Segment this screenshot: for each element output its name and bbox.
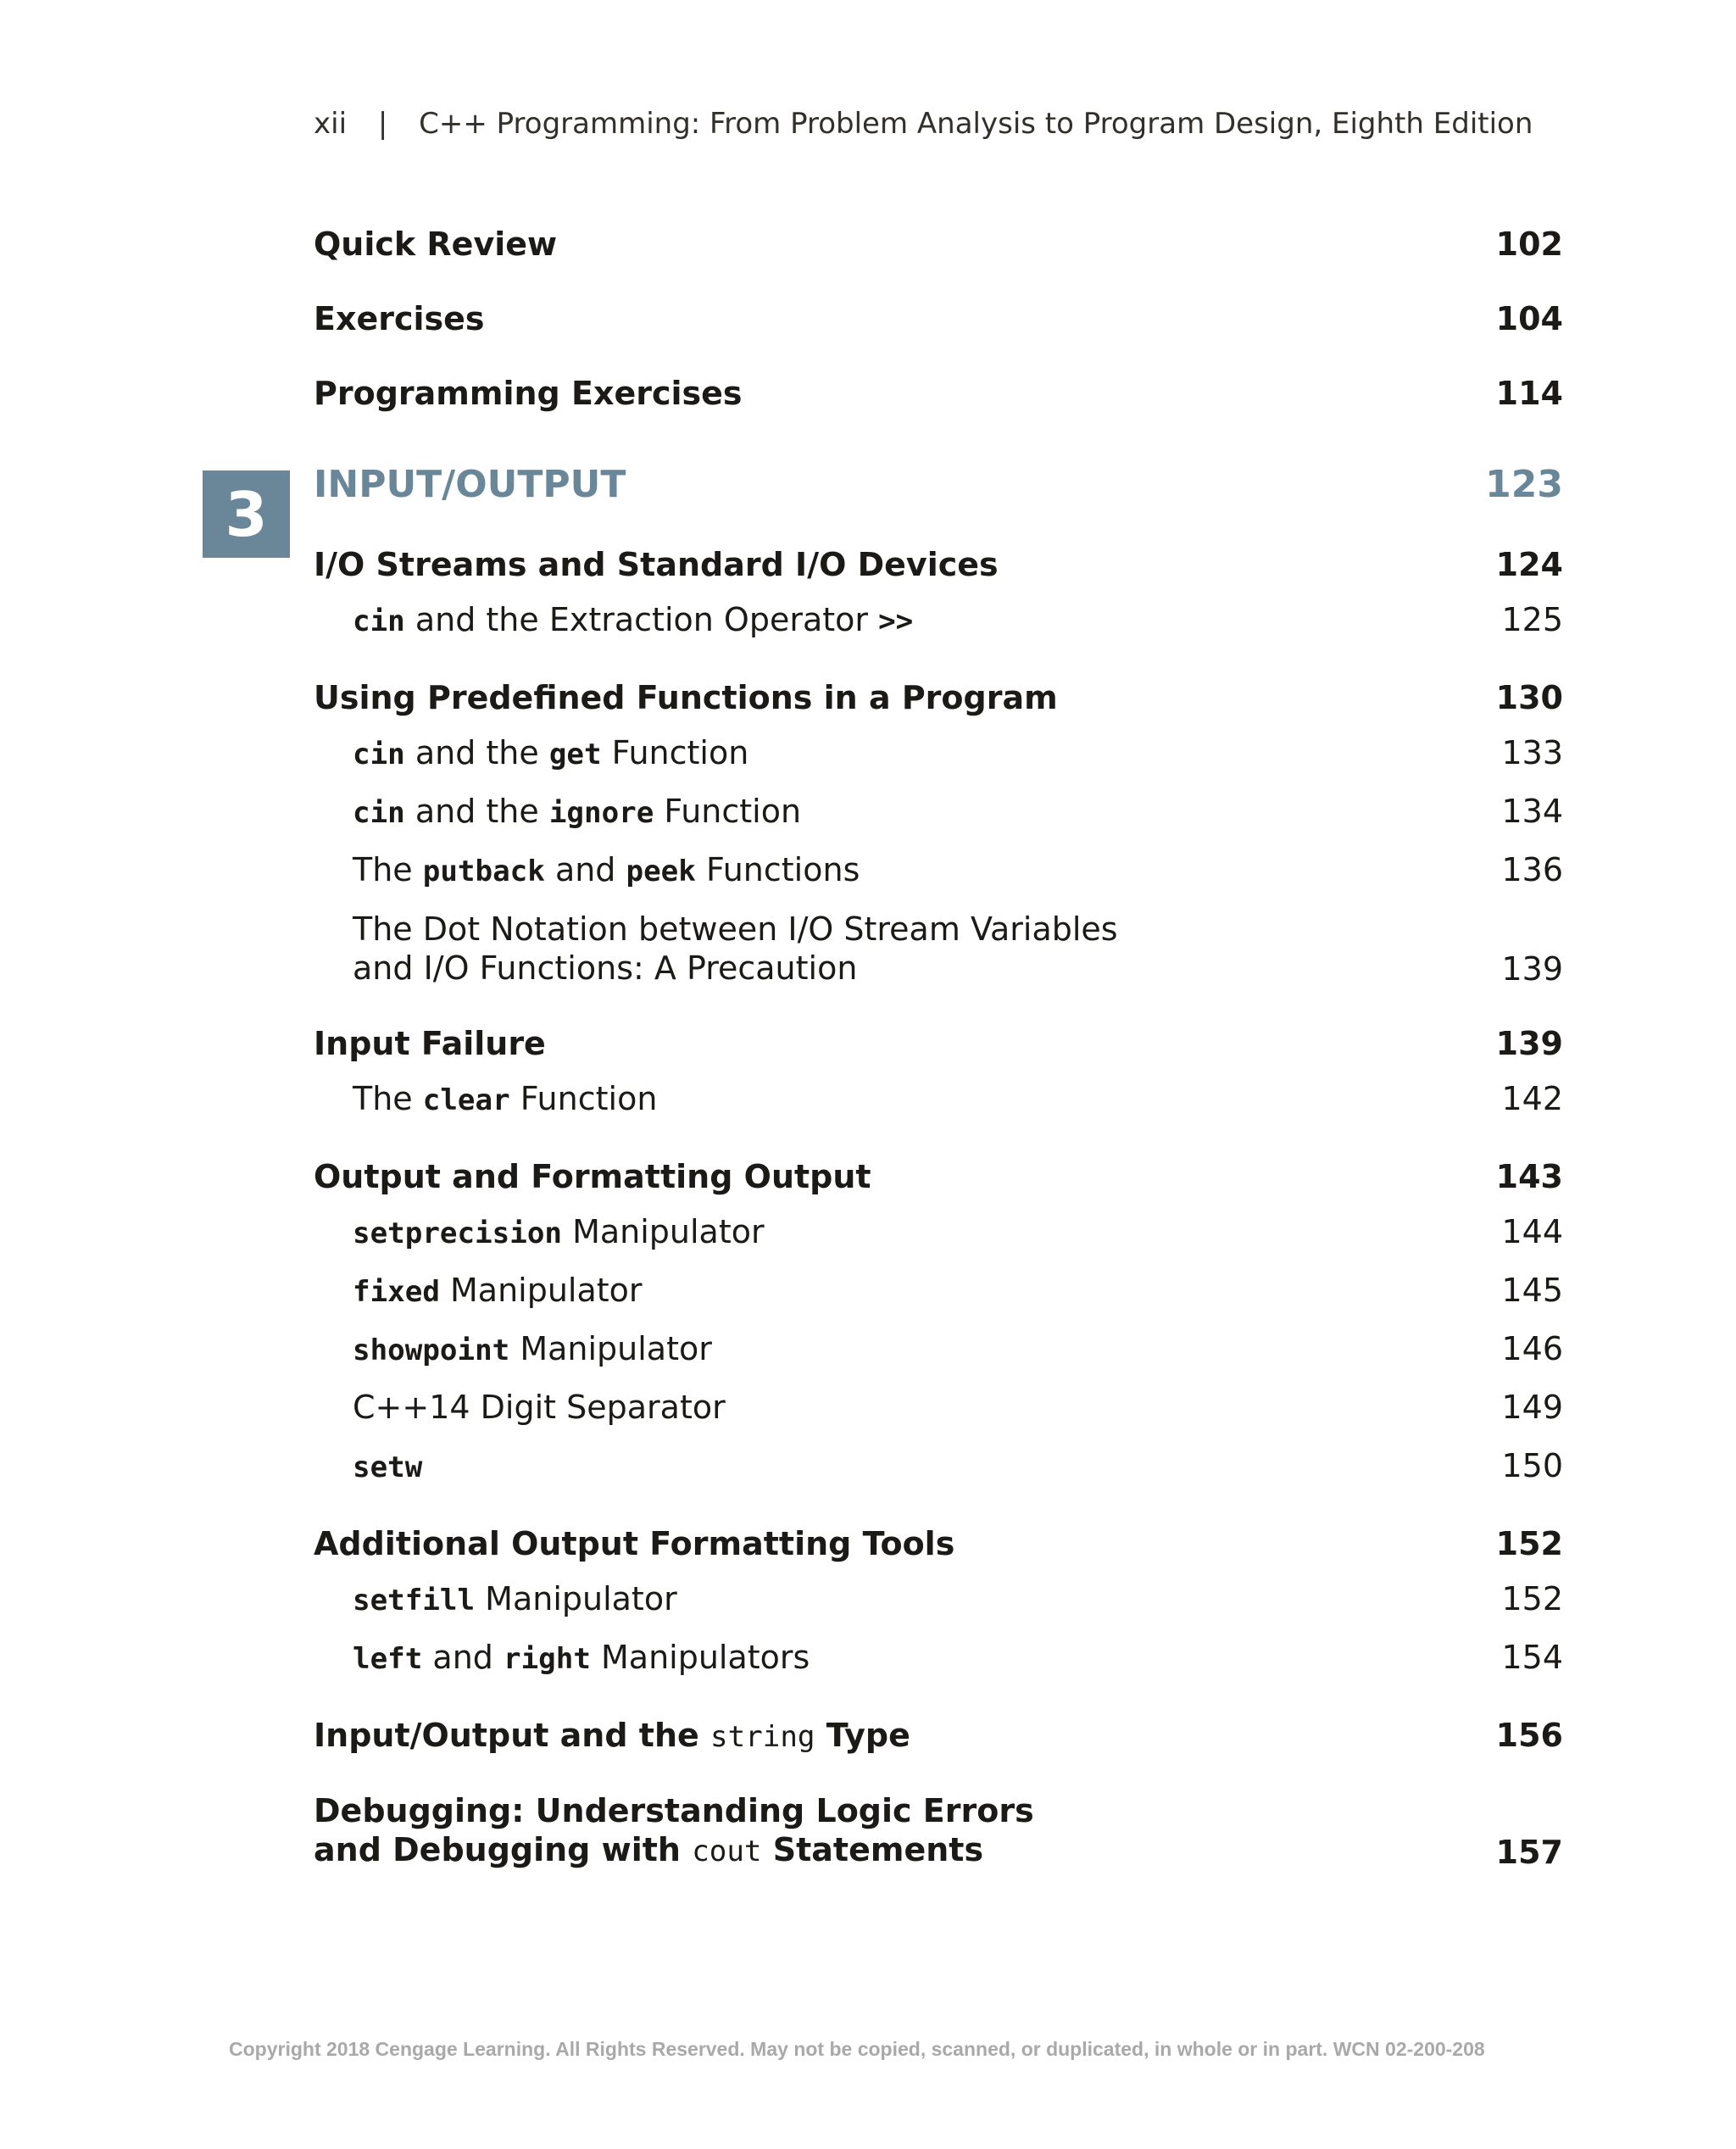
chapter-heading[interactable]: [314, 463, 1563, 506]
toc-entry-page: 136: [1501, 851, 1563, 888]
code-text: get: [548, 738, 602, 771]
toc-section-io-streams[interactable]: [314, 546, 1563, 583]
running-header: [314, 107, 1533, 141]
text: and: [422, 1639, 504, 1676]
toc-entry-page: 144: [1501, 1213, 1563, 1250]
text: Input/Output and the: [314, 1717, 711, 1754]
text: and: [544, 851, 626, 888]
toc-section-debugging[interactable]: [314, 1791, 1563, 1871]
toc-section-additional-formatting[interactable]: [314, 1525, 1563, 1562]
code-text: string: [710, 1720, 815, 1754]
text: Manipulator: [562, 1213, 765, 1250]
toc-subentry-left-right[interactable]: [314, 1639, 1563, 1676]
toc-entry-title: Programming Exercises: [314, 375, 743, 412]
toc-entry-page: 154: [1501, 1639, 1563, 1676]
text: and the: [404, 793, 549, 830]
toc-entry-page: 149: [1501, 1389, 1563, 1426]
toc-entry-page: 142: [1501, 1080, 1563, 1117]
toc-entry-page: 150: [1501, 1447, 1563, 1484]
toc-subentry-cin-extraction[interactable]: [314, 601, 1563, 638]
toc-entry-page: 134: [1501, 793, 1563, 830]
toc-subentry-setw[interactable]: [314, 1447, 1563, 1484]
text: Manipulator: [509, 1330, 712, 1367]
toc-entry-page: 152: [1495, 1525, 1563, 1562]
code-text: peek: [626, 855, 696, 888]
toc-entry-page: 133: [1501, 734, 1563, 771]
text: The: [353, 851, 423, 888]
text: Function: [601, 734, 749, 771]
toc-subentry-clear[interactable]: [314, 1080, 1563, 1117]
toc-entry-title: Input Failure: [314, 1025, 546, 1062]
code-text: ignore: [548, 796, 654, 830]
toc-entry-page: 102: [1495, 225, 1563, 263]
text: Manipulator: [475, 1580, 677, 1617]
toc-entry-page: 125: [1501, 601, 1563, 638]
toc-section-predefined-functions[interactable]: [314, 679, 1563, 716]
code-text: >>: [878, 604, 914, 638]
toc-subentry-digit-separator[interactable]: [314, 1389, 1563, 1426]
text: Function: [654, 793, 802, 830]
toc-entry-page: 124: [1495, 546, 1563, 583]
toc-entry-page: 104: [1495, 300, 1563, 337]
code-text: setw: [353, 1450, 423, 1484]
text: and Debugging with: [314, 1831, 693, 1868]
toc-entry-title: [353, 1330, 712, 1367]
code-text: cout: [692, 1834, 762, 1868]
toc-entry-title: [314, 1717, 910, 1754]
text: and the: [404, 734, 549, 771]
toc-subentry-cin-get[interactable]: [314, 734, 1563, 771]
toc-entry-title: [353, 1447, 422, 1484]
code-text: setprecision: [353, 1216, 562, 1250]
toc-entry-quick-review[interactable]: [314, 225, 1563, 263]
text-line-1: Debugging: Understanding Logic Errors: [314, 1792, 1034, 1829]
code-text: setfill: [353, 1584, 476, 1617]
toc-subentry-showpoint[interactable]: [314, 1330, 1563, 1367]
text: Function: [509, 1080, 658, 1117]
toc-subentry-dot-notation[interactable]: [314, 910, 1563, 988]
toc-entry-title: [314, 1791, 1034, 1871]
text: and the Extraction Operator: [404, 601, 879, 638]
text: Functions: [695, 851, 860, 888]
code-text: clear: [422, 1083, 510, 1117]
text: Manipulators: [590, 1639, 810, 1676]
header-separator: |: [377, 107, 388, 141]
toc-entry-exercises[interactable]: [314, 300, 1563, 337]
toc-subentry-cin-ignore[interactable]: [314, 793, 1563, 830]
text: Manipulator: [439, 1272, 643, 1309]
text-line-1: The Dot Notation between I/O Stream Variables: [353, 910, 1118, 948]
toc-entry-title: [353, 1213, 765, 1250]
toc-entry-title: [353, 734, 748, 771]
book-title: C++ Programming: From Problem Analysis to Program Design, Eighth Edition: [419, 107, 1533, 141]
code-text: left: [353, 1642, 423, 1676]
toc-entry-page: 130: [1495, 679, 1563, 716]
toc-entry-title: Quick Review: [314, 225, 558, 263]
code-text: cin: [353, 604, 405, 638]
code-text: cin: [353, 796, 405, 830]
code-text: showpoint: [353, 1333, 510, 1367]
toc-entry-programming-exercises[interactable]: [314, 375, 1563, 412]
toc-entry-title: [353, 910, 1118, 988]
toc-entry-title: I/O Streams and Standard I/O Devices: [314, 546, 999, 583]
toc-entry-page: 139: [1495, 1025, 1563, 1062]
chapter-title: INPUT/OUTPUT: [314, 463, 626, 506]
toc-entry-page: 157: [1495, 1834, 1563, 1871]
copyright-notice: Copyright 2018 Cengage Learning. All Rights Reserved. May not be copied, scanned, or duplicated, in whole or in part. WCN 02-200-208: [229, 2038, 1485, 2060]
toc-subentry-fixed[interactable]: [314, 1272, 1563, 1309]
toc-entry-title: Output and Formatting Output: [314, 1158, 871, 1195]
toc-entry-page: 139: [1501, 950, 1563, 988]
page-number-roman: xii: [314, 107, 348, 141]
chapter-number-box: 3: [203, 470, 290, 558]
toc-entry-title: Exercises: [314, 300, 485, 337]
toc-entry-title: Additional Output Formatting Tools: [314, 1525, 955, 1562]
text: The: [353, 1080, 423, 1117]
toc-entry-page: 145: [1501, 1272, 1563, 1309]
code-text: putback: [422, 855, 545, 888]
toc-section-input-failure[interactable]: [314, 1025, 1563, 1062]
toc-subentry-setprecision[interactable]: [314, 1213, 1563, 1250]
toc-section-output-formatting[interactable]: [314, 1158, 1563, 1195]
code-text: cin: [353, 738, 405, 771]
text: Statements: [761, 1831, 984, 1868]
toc-subentry-putback-peek[interactable]: [314, 851, 1563, 888]
text: Type: [815, 1717, 910, 1754]
toc-entry-title: [353, 793, 801, 830]
toc-entry-title: Using Predefined Functions in a Program: [314, 679, 1058, 716]
toc-entry-page: 152: [1501, 1580, 1563, 1617]
toc-entry-title: [353, 601, 913, 638]
toc-entry-title: C++14 Digit Separator: [353, 1389, 726, 1426]
toc-entry-title: [353, 1272, 643, 1309]
toc-entry-page: 114: [1495, 375, 1563, 412]
toc-entry-title: [353, 1639, 810, 1676]
text-line-2: and I/O Functions: A Precaution: [353, 949, 858, 987]
toc-subentry-setfill[interactable]: [314, 1580, 1563, 1617]
toc-entry-title: [353, 1580, 677, 1617]
toc-entry-page: 143: [1495, 1158, 1563, 1195]
toc-entry-title: [353, 1080, 657, 1117]
code-text: fixed: [353, 1275, 440, 1309]
code-text: right: [504, 1642, 591, 1676]
toc-entry-title: [353, 851, 860, 888]
toc-section-io-string[interactable]: [314, 1717, 1563, 1754]
toc-entry-page: 146: [1501, 1330, 1563, 1367]
chapter-page: 123: [1485, 463, 1563, 506]
toc-entry-page: 156: [1495, 1717, 1563, 1754]
